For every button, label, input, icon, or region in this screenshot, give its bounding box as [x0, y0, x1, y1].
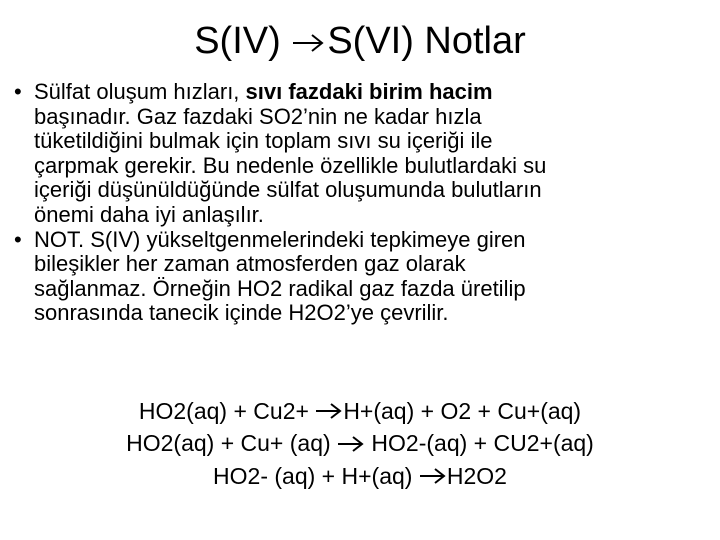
right-arrow-icon: [291, 18, 327, 68]
bullet-line: tüketildiğini bulmak için toplam sıvı su içeriği ile: [34, 128, 493, 154]
bullet-item: [14, 80, 704, 228]
equation-reactants: HO2(aq) + Cu2+: [138, 398, 316, 424]
bullet-line: NOT. S(IV) yükseltgenmelerindeki tepkimeye giren: [34, 226, 526, 252]
bullet-line: çarpmak gerekir. Bu nedenle özellikle bulutlardaki su: [34, 152, 547, 178]
equation-reactants: HO2(aq) + Cu+ (aq): [126, 430, 338, 457]
bullet-line: önemi daha iyi anlaşılır.: [34, 201, 264, 227]
bullet-bold-text: sıvı fazdaki birim hacim: [245, 79, 493, 104]
title-right: S(VI) Notlar: [327, 20, 526, 62]
equation-line: [0, 396, 720, 428]
bullet-line: sonrasında tanecik içinde H2O2’ye çevrilir.: [34, 300, 449, 326]
right-arrow-icon: [315, 397, 343, 428]
bullet-line: sağlanmaz. Örneğin HO2 radikal gaz fazda üretilip: [34, 275, 526, 301]
bullet-line: [34, 80, 704, 105]
slide-title: [0, 16, 720, 68]
equation-reactants: HO2- (aq) + H+(aq): [213, 462, 419, 489]
right-arrow-icon: [419, 462, 447, 493]
bullet-line: içeriği düşünüldüğünde sülfat oluşumunda bulutların: [34, 177, 542, 203]
title-left: S(IV): [194, 20, 281, 62]
right-arrow-icon: [337, 430, 365, 461]
bullet-item: [14, 228, 704, 326]
equation-products: H2O2: [446, 462, 507, 489]
equation-products: H+(aq) + O2 + Cu+(aq): [343, 398, 582, 424]
bullet-list: [14, 80, 704, 326]
bullet-dot: •: [14, 79, 22, 104]
equation-products: HO2-(aq) + CU2+(aq): [365, 430, 594, 457]
bullet-line: başınadır. Gaz fazdaki SO2’nin ne kadar hızla: [34, 103, 482, 129]
equation-line: [0, 428, 720, 460]
bullet-dot: •: [14, 226, 22, 252]
bullet-text: Sülfat oluşum hızları,: [34, 79, 246, 104]
equation-line: [0, 461, 720, 493]
equation-block: [0, 396, 720, 493]
bullet-line: bileşikler her zaman atmosferden gaz olarak: [34, 251, 466, 277]
